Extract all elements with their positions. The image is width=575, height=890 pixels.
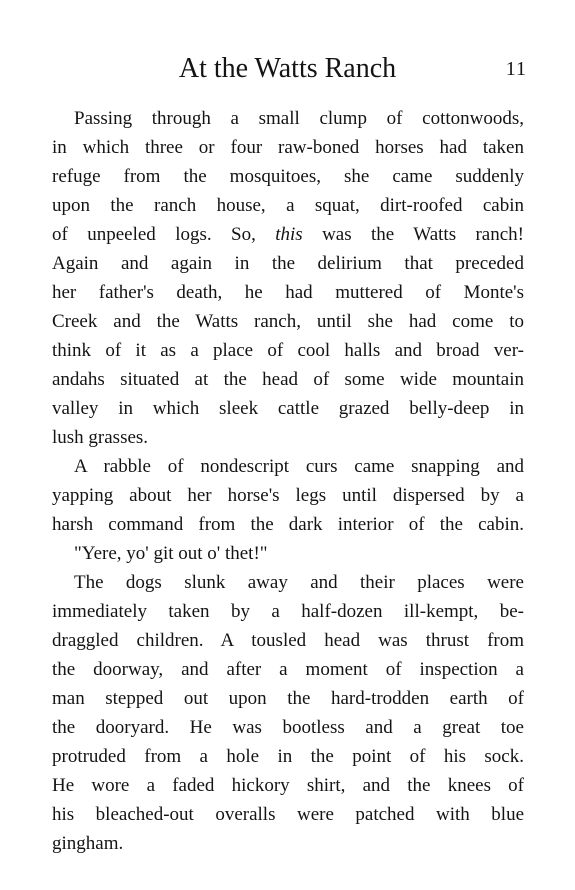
- text-line: valley in which sleek cattle grazed belly-deep in: [52, 398, 524, 419]
- text-line: upon the ranch house, a squat, dirt-roofed cabin: [52, 195, 524, 216]
- text-line: lush grasses.: [52, 427, 149, 448]
- text-line: He wore a faded hickory shirt, and the knees of: [52, 775, 524, 796]
- text-fragment: was the Watts ranch!: [302, 224, 524, 245]
- text-line: man stepped out upon the hard-trodden earth of: [52, 688, 524, 709]
- text-fragment: of unpeeled logs. So,: [52, 224, 276, 245]
- running-title: At the Watts Ranch: [178, 53, 397, 84]
- emphasized-word: this: [275, 224, 303, 245]
- page-number: 11: [505, 58, 527, 80]
- text-line: draggled children. A tousled head was thrust from: [52, 630, 524, 651]
- text-line: Creek and the Watts ranch, until she had come to: [52, 311, 524, 332]
- text-line: andahs situated at the head of some wide mountain: [52, 369, 524, 390]
- text-line: yapping about her horse's legs until dispersed by a: [52, 485, 524, 506]
- text-line: Again and again in the delirium that preceded: [52, 253, 524, 274]
- text-line: the dooryard. He was bootless and a great toe: [52, 717, 524, 738]
- text-line: A rabble of nondescript curs came snapping and: [74, 456, 524, 477]
- text-line: think of it as a place of cool halls and broad ver-: [52, 340, 524, 361]
- text-line: harsh command from the dark interior of the cabin.: [52, 514, 524, 535]
- text-line: refuge from the mosquitoes, she came suddenly: [52, 166, 524, 187]
- text-line: immediately taken by a half-dozen ill-kempt, be-: [52, 601, 524, 622]
- text-line: the doorway, and after a moment of inspection a: [52, 659, 524, 680]
- text-line: [52, 220, 524, 249]
- dialogue-line: "Yere, yo' git out o' thet!": [74, 543, 268, 564]
- body-text: [52, 104, 524, 858]
- text-line: Passing through a small clump of cottonwoods,: [74, 108, 524, 129]
- text-line: his bleached-out overalls were patched with blue: [52, 804, 524, 825]
- text-line: protruded from a hole in the point of his sock.: [52, 746, 524, 767]
- text-line: The dogs slunk away and their places were: [74, 572, 524, 593]
- text-line: gingham.: [52, 833, 124, 854]
- text-line: her father's death, he had muttered of Monte's: [52, 282, 524, 303]
- text-line: in which three or four raw-boned horses had taken: [52, 137, 524, 158]
